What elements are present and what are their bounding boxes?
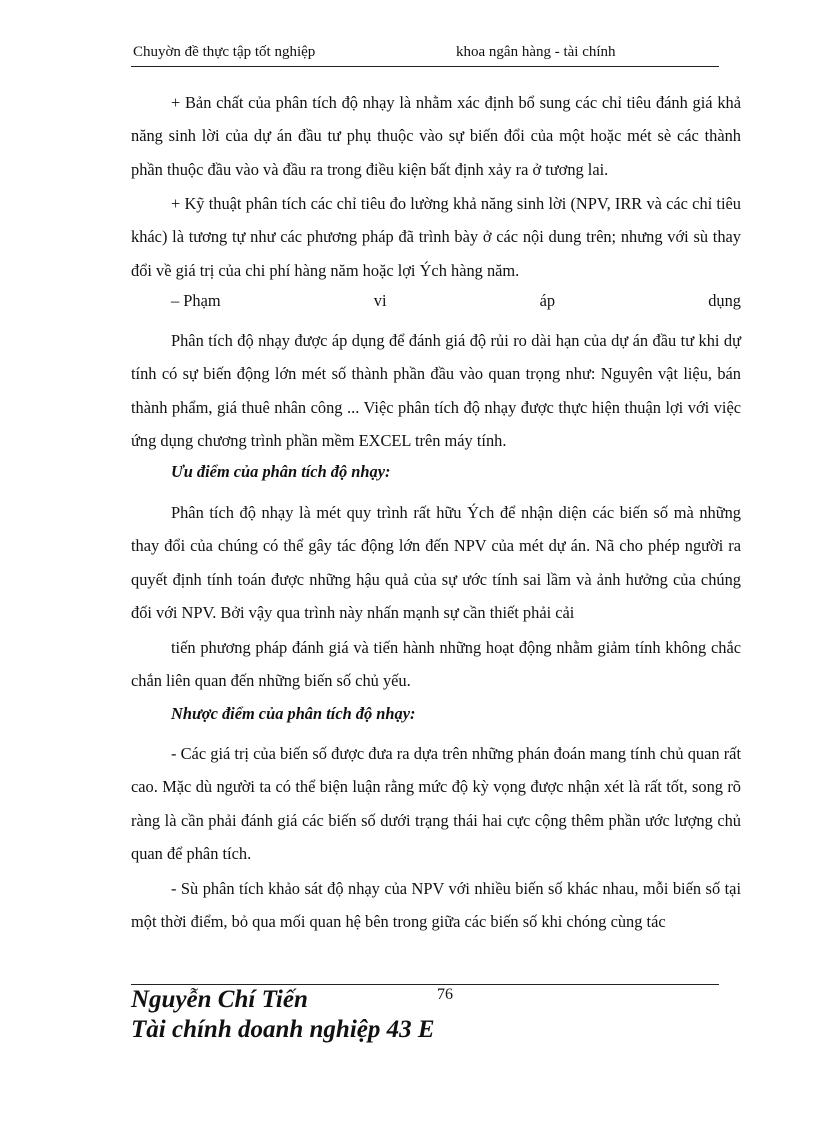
paragraph-disadvantage-one-variable: - Sù phân tích khảo sát độ nhạy của NPV với nhiều biến số khác nhau, mỗi biến số tại một thời điểm, bỏ qua mối quan hệ bên trong giữa các biến số khi chóng cùng tác	[131, 879, 741, 932]
scope-word-3: áp	[539, 291, 556, 310]
heading-disadvantages: Nhược điểm của phân tích độ nhạy:	[171, 704, 416, 723]
heading-advantages: Ưu điểm của phân tích độ nhạy:	[171, 462, 391, 481]
page-number: 76	[437, 986, 453, 1003]
paragraph-sensitivity-nature: + Bản chất của phân tích độ nhạy là nhằm xác định bổ sung các chỉ tiêu đánh giá khả năng sinh lời của dự án đầu tư phụ thuộc vào sự biến đổi của một hoặc mét sè các thành phần thuộc đầu vào và đầu ra trong điều kiện bất định xảy ra ở tương lai.	[131, 93, 741, 179]
paragraph-sensitivity-technique: + Kỹ thuật phân tích các chỉ tiêu đo lường khả năng sinh lời (NPV, IRR và các chỉ tiêu khác) là tương tự như các phương pháp đã trình bày ở các nội dung trên; nhưng với sù thay đổi về giá trị của chi phí hàng năm hoặc lợi Ých hàng năm.	[131, 194, 741, 280]
header-document-type: Chuyờn đề thực tập tốt nghiệp	[133, 44, 316, 60]
author-class: Tài chính doanh nghiệp 43 E	[131, 1016, 435, 1043]
header-department: khoa ngân hàng - tài chính	[456, 44, 616, 60]
scope-word-4: dụng	[708, 291, 741, 310]
scope-word-1: – Phạm	[171, 291, 221, 310]
paragraph-scope: Phân tích độ nhạy được áp dụng để đánh giá độ rủi ro dài hạn của dự án đầu tư khi dự tính có sự biến động lớn mét số thành phần đầu vào quan trọng như: Nguyên vật liệu, bán thành phẩm, giá thuê nhân công ... Việc phân tích độ nhạy được thực hiện thuận lợi với việc ứng dụng chương trình phần mềm EXCEL trên máy tính.	[131, 331, 741, 451]
paragraph-disadvantage-subjective: - Các giá trị của biến số được đưa ra dựa trên những phán đoán mang tính chủ quan rất cao. Mặc dù người ta có thể biện luận rằng mức độ kỳ vọng được nhận xét là rất tốt, song rõ ràng là cần phải đánh giá các biến số dưới trạng thái hai cực cộng thêm phần ước lượng chủ quan để phân tích.	[131, 744, 741, 864]
scope-heading-row	[171, 291, 741, 311]
author-name: Nguyễn Chí Tiến	[131, 986, 308, 1013]
scope-word-2: vi	[373, 291, 387, 310]
footer-rule	[131, 984, 719, 985]
paragraph-advantages-continued: tiến phương pháp đánh giá và tiến hành những hoạt động nhằm giảm tính không chắc chắn liên quan đến những biến số chủ yếu.	[131, 638, 741, 691]
page-header	[131, 42, 719, 67]
paragraph-advantages: Phân tích độ nhạy là mét quy trình rất hữu Ých để nhận diện các biến số mà những thay đổi của chúng có thể gây tác động lớn đến NPV của mét dự án. Nã cho phép người ra quyết định tính toán được những hậu quả của sự ước tính sai lầm và ảnh hưởng của chúng đối với NPV. Bởi vậy qua trình này nhấn mạnh sự cần thiết phải cải	[131, 503, 741, 623]
